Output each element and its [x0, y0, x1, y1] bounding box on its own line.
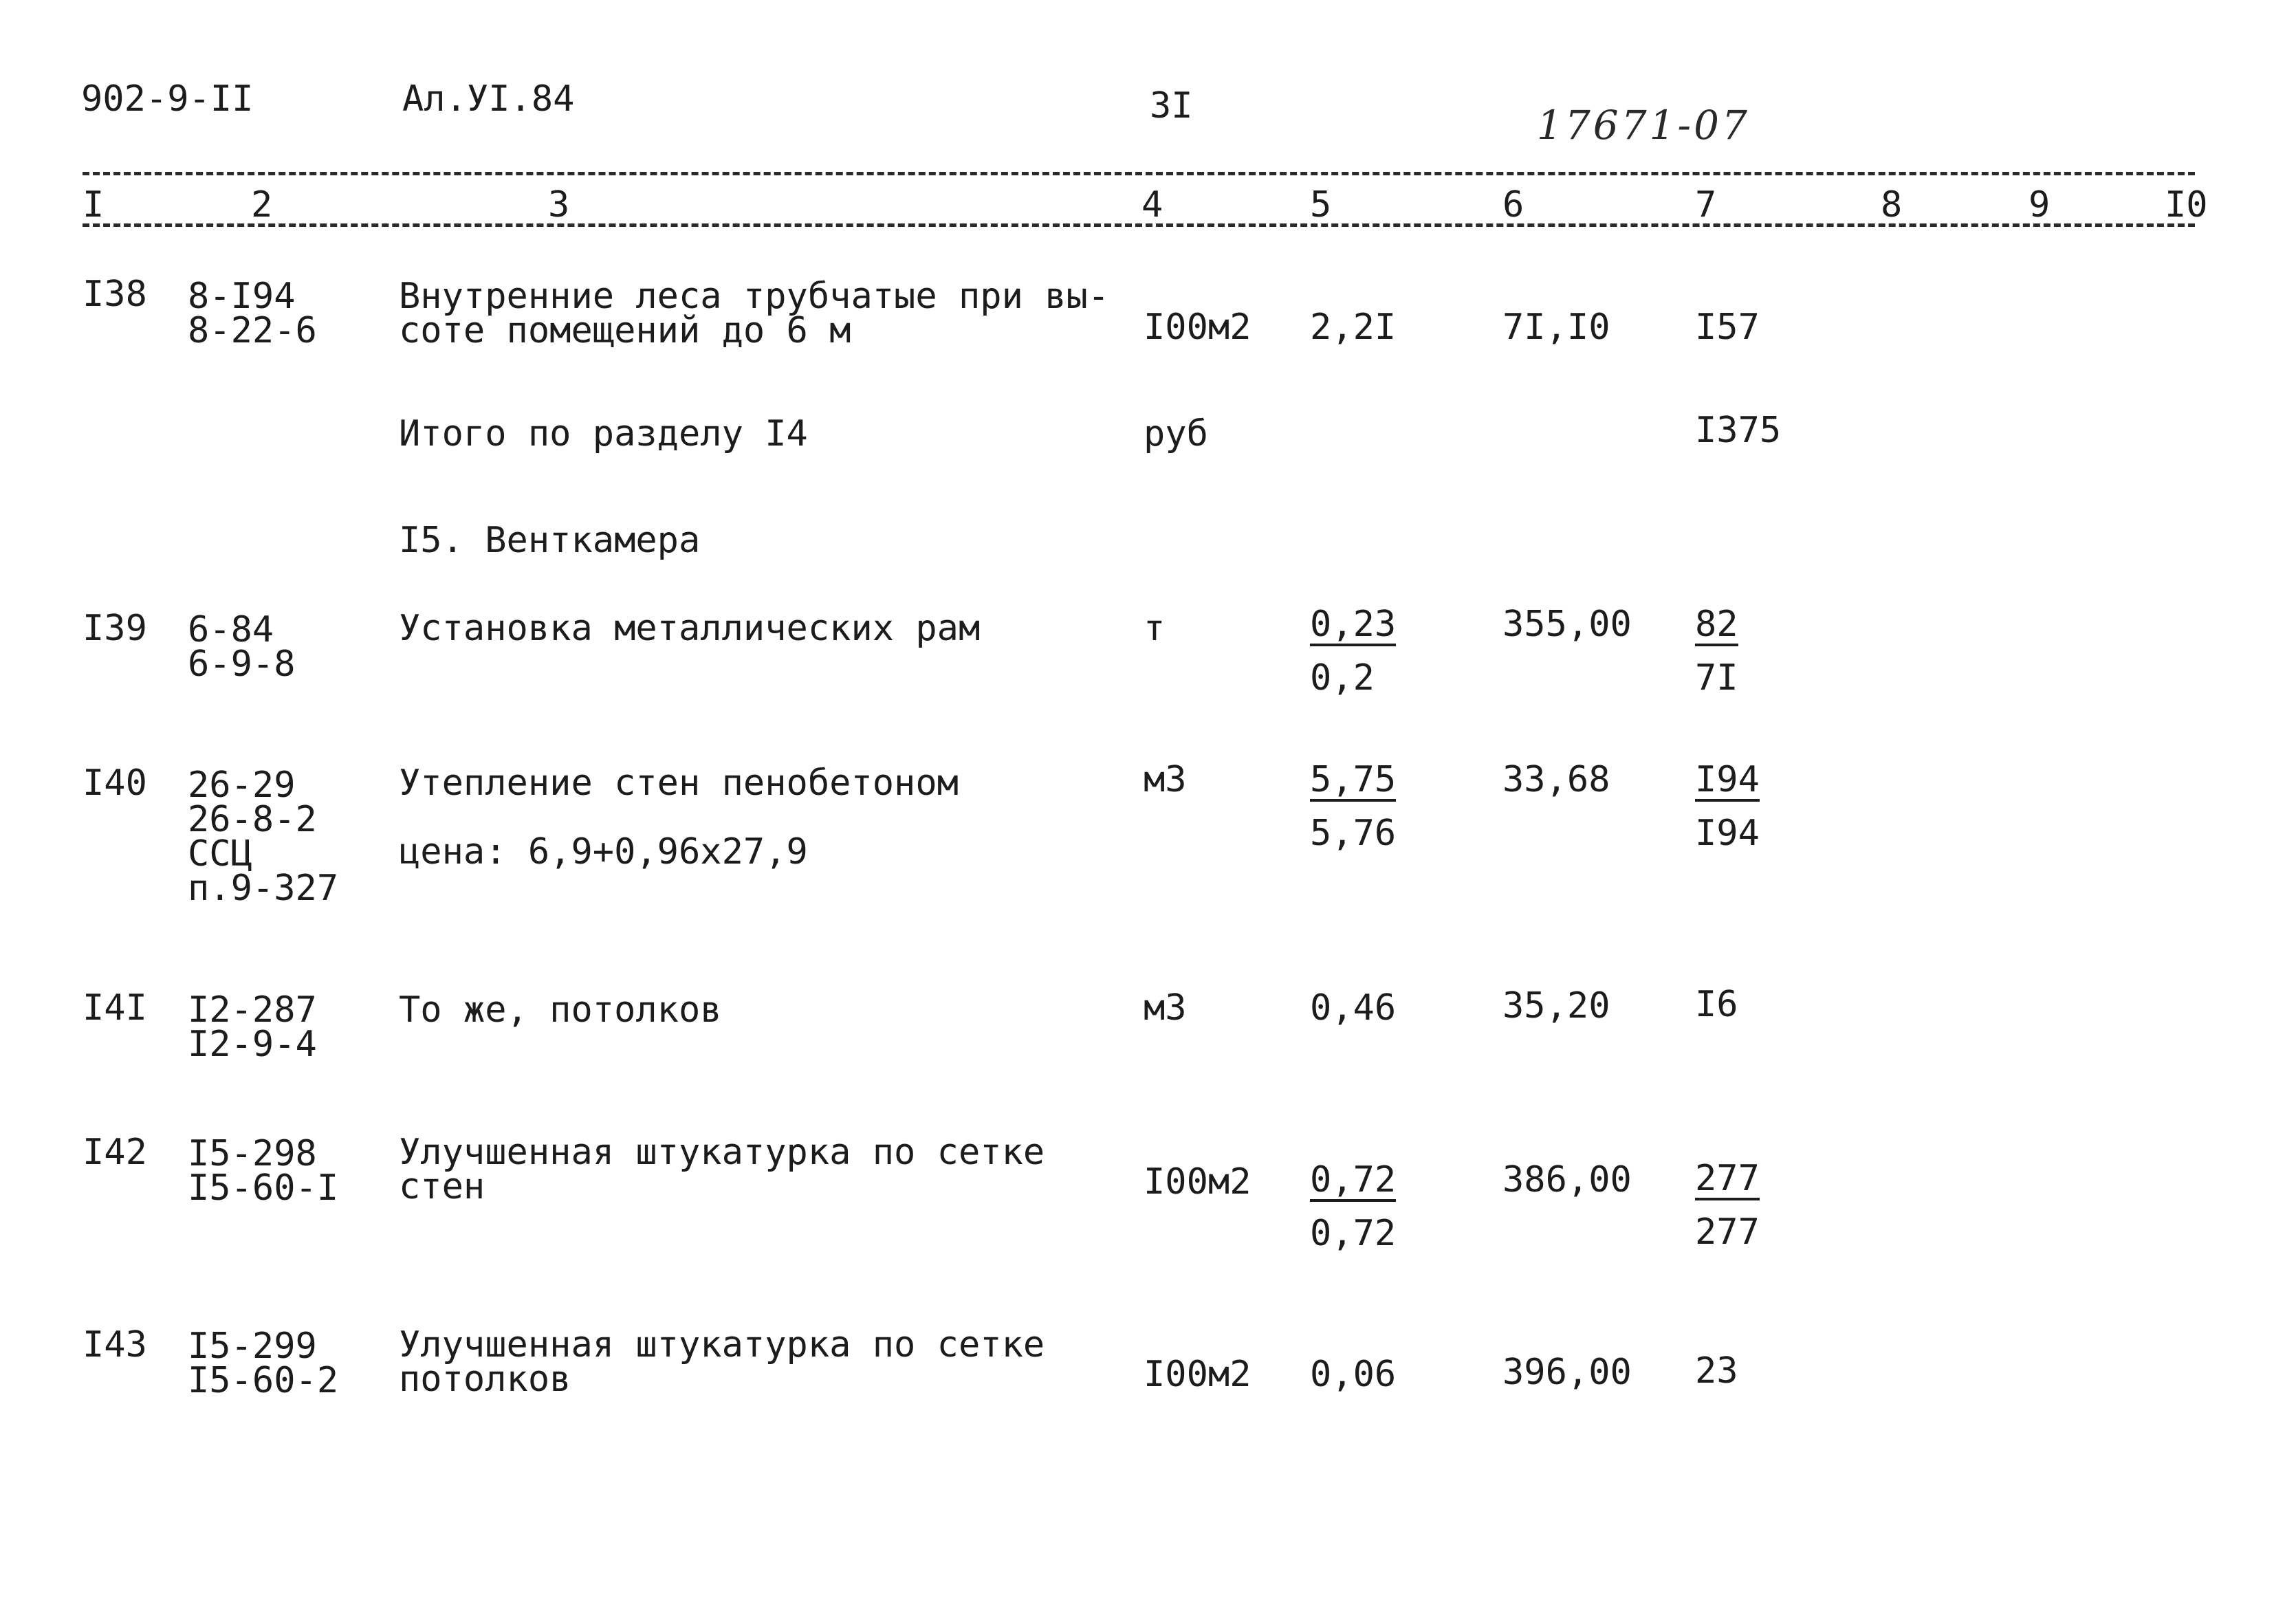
- norm-code: 6-9-8: [188, 644, 296, 685]
- row-number: I43: [83, 1324, 147, 1365]
- quantity-alt: 5,76: [1310, 813, 1397, 854]
- norm-code: ССЦ: [188, 833, 252, 875]
- handwritten-number: 17671-07: [1537, 102, 1750, 149]
- quantity: 0,72: [1310, 1159, 1397, 1200]
- row-number: I38: [83, 274, 147, 315]
- description: То же, потолков: [399, 989, 722, 1031]
- unit-price: 7I,I0: [1502, 307, 1610, 348]
- col-header-8: 8: [1881, 184, 1903, 226]
- total-cost: I94: [1695, 759, 1760, 800]
- row-number: I4I: [83, 987, 147, 1029]
- unit-price: 33,68: [1502, 759, 1610, 800]
- unit: м3: [1144, 759, 1187, 800]
- quantity: 5,75: [1310, 759, 1397, 800]
- norm-code: I2-9-4: [188, 1024, 317, 1065]
- section-title: I5. Венткамера: [399, 520, 701, 561]
- norm-code: 6-84: [188, 609, 274, 650]
- col-header-1: I: [83, 184, 105, 226]
- norm-code: I2-287: [188, 989, 317, 1031]
- quantity-alt: 0,72: [1310, 1213, 1397, 1254]
- unit: I00м2: [1144, 1354, 1251, 1395]
- quantity: 0,46: [1310, 987, 1397, 1029]
- header-rule-top: [83, 172, 2195, 175]
- norm-code: I5-299: [188, 1326, 317, 1367]
- description: Установка металлических рам: [399, 608, 981, 649]
- unit: руб: [1144, 413, 1208, 454]
- row-number: I40: [83, 762, 147, 804]
- quantity-alt: 0,2: [1310, 657, 1375, 699]
- unit: м3: [1144, 987, 1187, 1029]
- norm-code: 26-29: [188, 765, 296, 806]
- total-cost-alt: 277: [1695, 1211, 1760, 1253]
- norm-code: п.9-327: [188, 868, 339, 909]
- total-cost-alt: 7I: [1695, 657, 1738, 699]
- col-header-7: 7: [1695, 184, 1717, 226]
- quantity: 0,23: [1310, 604, 1397, 645]
- album-code: Ал.УI.84: [402, 78, 575, 120]
- description: Утепление стен пенобетоном: [399, 762, 959, 804]
- norm-code: I5-60-2: [188, 1360, 339, 1401]
- unit: I00м2: [1144, 1161, 1251, 1203]
- total-cost: I6: [1695, 984, 1738, 1025]
- total-cost: I57: [1695, 307, 1760, 348]
- total-cost: 277: [1695, 1158, 1760, 1199]
- description: потолков: [399, 1359, 571, 1400]
- description: Внутренние леса трубчатые при вы-: [399, 276, 1110, 317]
- unit-price: 35,20: [1502, 985, 1610, 1027]
- unit-price: 355,00: [1502, 604, 1632, 645]
- description: соте помещений до 6 м: [399, 310, 851, 351]
- row-number: I39: [83, 608, 147, 649]
- project-code: 902-9-II: [81, 78, 254, 120]
- total-cost-alt: I94: [1695, 813, 1760, 854]
- price-formula: цена: 6,9+0,96х27,9: [399, 831, 808, 873]
- unit-price: 386,00: [1502, 1159, 1632, 1200]
- total-cost: 23: [1695, 1350, 1738, 1392]
- col-header-2: 2: [251, 184, 273, 226]
- norm-code: 26-8-2: [188, 799, 317, 840]
- col-header-6: 6: [1502, 184, 1524, 226]
- description: Улучшенная штукатурка по сетке: [399, 1324, 1045, 1365]
- col-header-3: 3: [548, 184, 570, 226]
- norm-code: 8-I94: [188, 276, 296, 317]
- header-rule-bottom: [83, 223, 2195, 227]
- quantity: 2,2I: [1310, 307, 1397, 348]
- norm-code: I5-298: [188, 1133, 317, 1174]
- norm-code: I5-60-I: [188, 1167, 339, 1209]
- col-header-9: 9: [2029, 184, 2051, 226]
- page-number: 3I: [1150, 85, 1193, 127]
- col-header-10: I0: [2165, 184, 2208, 226]
- quantity: 0,06: [1310, 1354, 1397, 1395]
- col-header-4: 4: [1141, 184, 1163, 226]
- norm-code: 8-22-6: [188, 310, 317, 351]
- total-cost: 82: [1695, 604, 1738, 645]
- unit: т: [1144, 608, 1166, 649]
- subtotal-value: I375: [1695, 410, 1782, 451]
- unit-price: 396,00: [1502, 1352, 1632, 1393]
- section-subtotal-label: Итого по разделу I4: [399, 413, 808, 454]
- col-header-5: 5: [1310, 184, 1332, 226]
- row-number: I42: [83, 1132, 147, 1173]
- description: Улучшенная штукатурка по сетке: [399, 1132, 1045, 1173]
- description: стен: [399, 1166, 485, 1207]
- unit: I00м2: [1144, 307, 1251, 348]
